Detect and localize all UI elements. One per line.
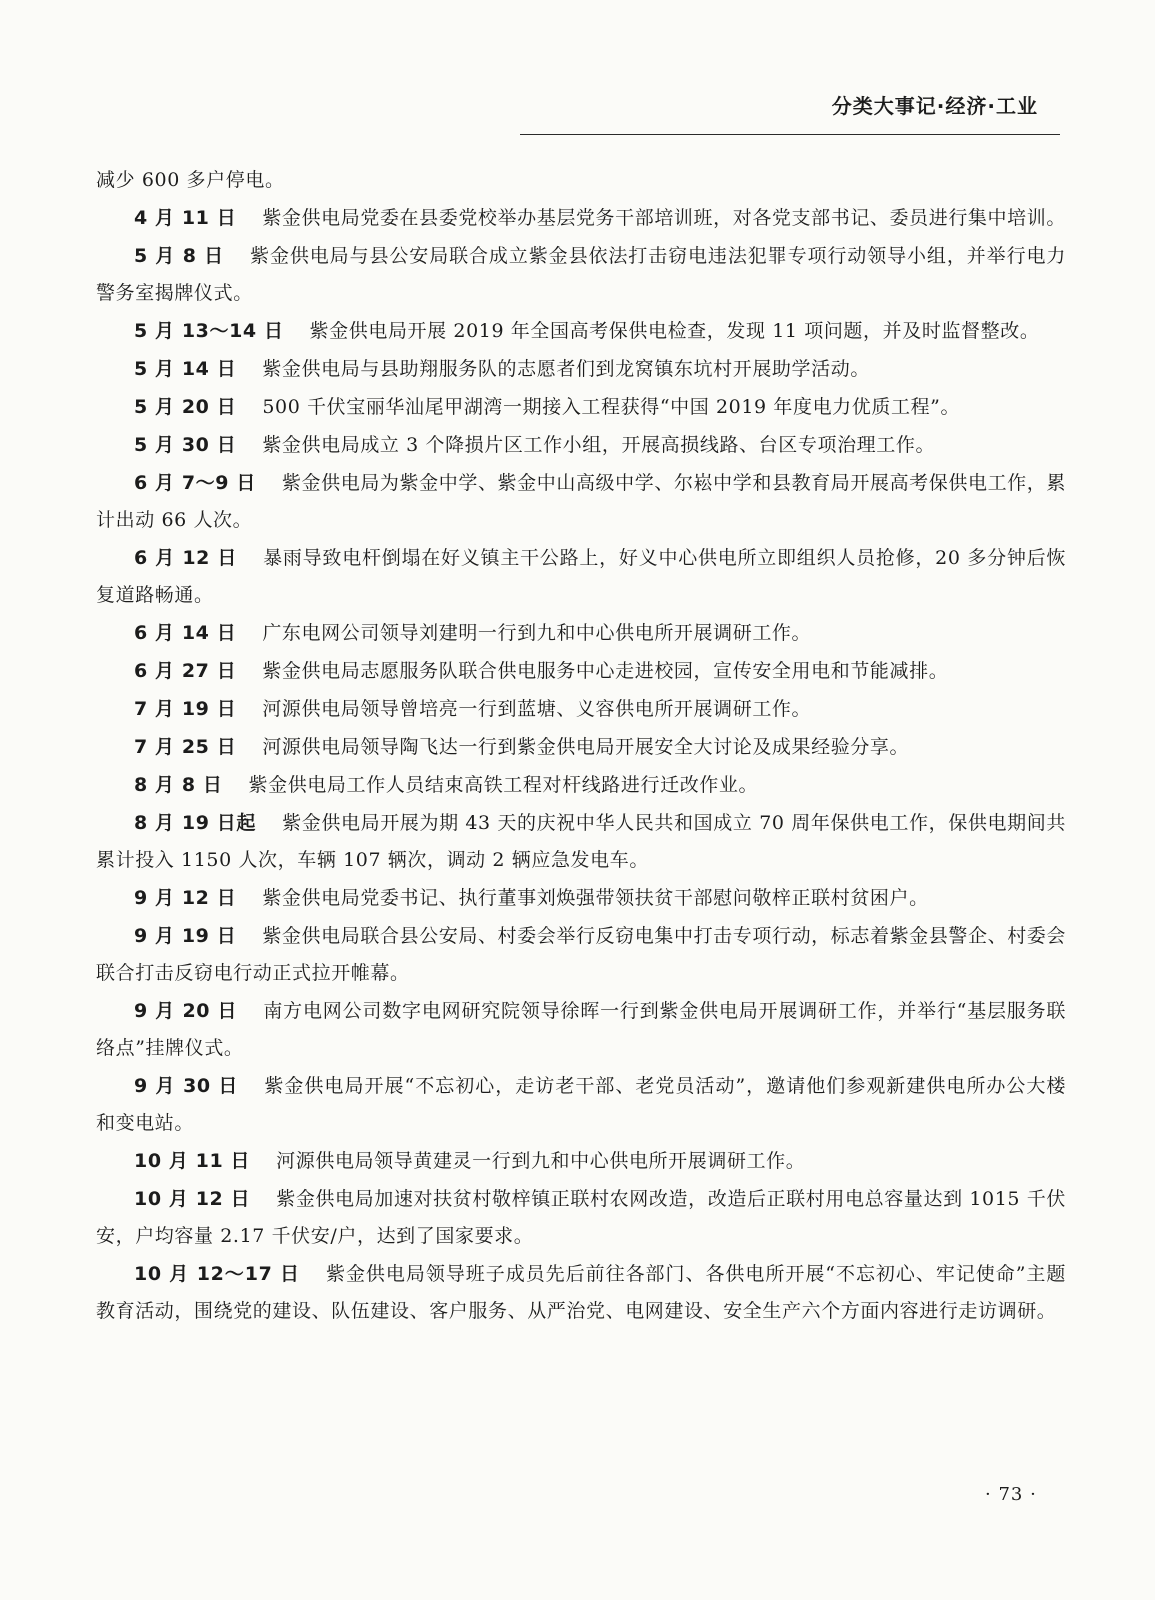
entry-date: 6 月 27 日 bbox=[134, 660, 237, 682]
entry-text: 广东电网公司领导刘建明一行到九和中心供电所开展调研工作。 bbox=[262, 622, 812, 644]
chronicle-entry bbox=[96, 351, 1066, 388]
entry-text: 紫金供电局领导班子成员先后前往各部门、各供电所开展“不忘初心、牢记使命”主题教育活动，围绕党的建设、队伍建设、客户服务、从严治党、电网建设、安全生产六个方面内容进行走访调研。 bbox=[96, 1263, 1066, 1322]
entry-date: 7 月 25 日 bbox=[134, 736, 237, 758]
chronicle-entry bbox=[96, 389, 1066, 426]
chronicle-entry bbox=[96, 805, 1066, 879]
chronicle-entry bbox=[96, 238, 1066, 312]
entry-date: 10 月 11 日 bbox=[134, 1150, 251, 1172]
entry-date: 7 月 19 日 bbox=[134, 698, 237, 720]
entry-text: 紫金供电局党委在县委党校举办基层党务干部培训班，对各党支部书记、委员进行集中培训。 bbox=[262, 207, 1066, 229]
entry-text: 紫金供电局开展“不忘初心，走访老干部、老党员活动”，邀请他们参观新建供电所办公大楼和变电站。 bbox=[96, 1075, 1067, 1134]
entry-date: 4 月 11 日 bbox=[134, 207, 237, 229]
entry-date: 9 月 19 日 bbox=[134, 925, 237, 947]
entry-text: 紫金供电局为紫金中学、紫金中山高级中学、尔崧中学和县教育局开展高考保供电工作，累计出动 66 人次。 bbox=[96, 472, 1066, 531]
entry-text: 南方电网公司数字电网研究院领导徐晖一行到紫金供电局开展调研工作，并举行“基层服务联络点”挂牌仪式。 bbox=[96, 1000, 1066, 1059]
entry-date: 5 月 20 日 bbox=[134, 396, 237, 418]
chronicle-entry bbox=[96, 200, 1066, 237]
entry-text: 500 千伏宝丽华汕尾甲湖湾一期接入工程获得“中国 2019 年度电力优质工程”。 bbox=[262, 396, 961, 418]
entry-date: 5 月 30 日 bbox=[134, 434, 237, 456]
chronicle-entry bbox=[96, 615, 1066, 652]
chronicle-entry bbox=[96, 427, 1066, 464]
chronicle-entry bbox=[96, 767, 1066, 804]
entry-date: 5 月 13～14 日 bbox=[134, 320, 284, 342]
page-number: · 73 · bbox=[985, 1484, 1037, 1505]
entry-date: 6 月 12 日 bbox=[134, 547, 238, 569]
header-title: 分类大事记·经济·工业 bbox=[831, 94, 1038, 118]
entry-date: 5 月 8 日 bbox=[134, 245, 225, 267]
chronicle-entry bbox=[96, 880, 1066, 917]
entry-text: 紫金供电局开展 2019 年全国高考保供电检查，发现 11 项问题，并及时监督整改。 bbox=[309, 320, 1040, 342]
entry-text: 紫金供电局与县公安局联合成立紫金县依法打击窃电违法犯罪专项行动领导小组，并举行电力警务室揭牌仪式。 bbox=[96, 245, 1066, 304]
chronicle-entry bbox=[96, 1143, 1066, 1180]
entry-text: 河源供电局领导黄建灵一行到九和中心供电所开展调研工作。 bbox=[276, 1150, 806, 1172]
entry-text: 暴雨导致电杆倒塌在好义镇主干公路上，好义中心供电所立即组织人员抢修，20 多分钟后恢复道路畅通。 bbox=[96, 547, 1066, 606]
entry-text: 紫金供电局志愿服务队联合供电服务中心走进校园，宣传安全用电和节能减排。 bbox=[262, 660, 949, 682]
entry-text: 紫金供电局联合县公安局、村委会举行反窃电集中打击专项行动，标志着紫金县警企、村委会联合打击反窃电行动正式拉开帷幕。 bbox=[96, 925, 1066, 984]
entry-date: 9 月 12 日 bbox=[134, 887, 237, 909]
chronicle-entry bbox=[96, 691, 1066, 728]
chronicle-entry bbox=[96, 540, 1066, 614]
running-header bbox=[520, 86, 1060, 135]
entry-text: 紫金供电局工作人员结束高铁工程对杆线路进行迁改作业。 bbox=[248, 774, 759, 796]
entry-text: 紫金供电局成立 3 个降损片区工作小组，开展高损线路、台区专项治理工作。 bbox=[262, 434, 936, 456]
entry-date: 5 月 14 日 bbox=[134, 358, 237, 380]
entry-text: 紫金供电局开展为期 43 天的庆祝中华人民共和国成立 70 周年保供电工作，保供电期间共累计投入 1150 人次，车辆 107 辆次，调动 2 辆应急发电车。 bbox=[96, 812, 1066, 871]
chronicle-entry bbox=[96, 918, 1066, 992]
entry-date: 9 月 30 日 bbox=[134, 1075, 239, 1097]
continued-paragraph: 减少 600 多户停电。 bbox=[96, 169, 285, 191]
entry-text: 河源供电局领导曾培亮一行到蓝塘、义容供电所开展调研工作。 bbox=[262, 698, 812, 720]
entry-date: 6 月 7～9 日 bbox=[134, 472, 256, 494]
entry-text: 河源供电局领导陶飞达一行到紫金供电局开展安全大讨论及成果经验分享。 bbox=[262, 736, 910, 758]
entry-date: 8 月 19 日起 bbox=[134, 812, 257, 834]
chronicle-entry bbox=[96, 1181, 1066, 1255]
entry-date: 10 月 12～17 日 bbox=[134, 1263, 300, 1285]
chronicle-entry bbox=[96, 465, 1066, 539]
entry-text: 紫金供电局加速对扶贫村敬梓镇正联村农网改造，改造后正联村用电总容量达到 1015 千伏安，户均容量 2.17 千伏安/户，达到了国家要求。 bbox=[96, 1188, 1066, 1247]
chronicle-entry bbox=[96, 1256, 1066, 1330]
entry-date: 9 月 20 日 bbox=[134, 1000, 238, 1022]
chronicle-entry bbox=[96, 313, 1066, 350]
chronicle-entry bbox=[96, 729, 1066, 766]
chronicle-entry bbox=[96, 993, 1066, 1067]
entry-date: 6 月 14 日 bbox=[134, 622, 237, 644]
chronicle-entry bbox=[96, 653, 1066, 690]
entry-date: 8 月 8 日 bbox=[134, 774, 223, 796]
entry-text: 紫金供电局党委书记、执行董事刘焕强带领扶贫干部慰问敬梓正联村贫困户。 bbox=[262, 887, 929, 909]
entry-date: 10 月 12 日 bbox=[134, 1188, 251, 1210]
chronicle-content bbox=[96, 162, 1066, 1331]
chronicle-entry bbox=[96, 1068, 1066, 1142]
entry-text: 紫金供电局与县助翔服务队的志愿者们到龙窝镇东坑村开展助学活动。 bbox=[262, 358, 870, 380]
